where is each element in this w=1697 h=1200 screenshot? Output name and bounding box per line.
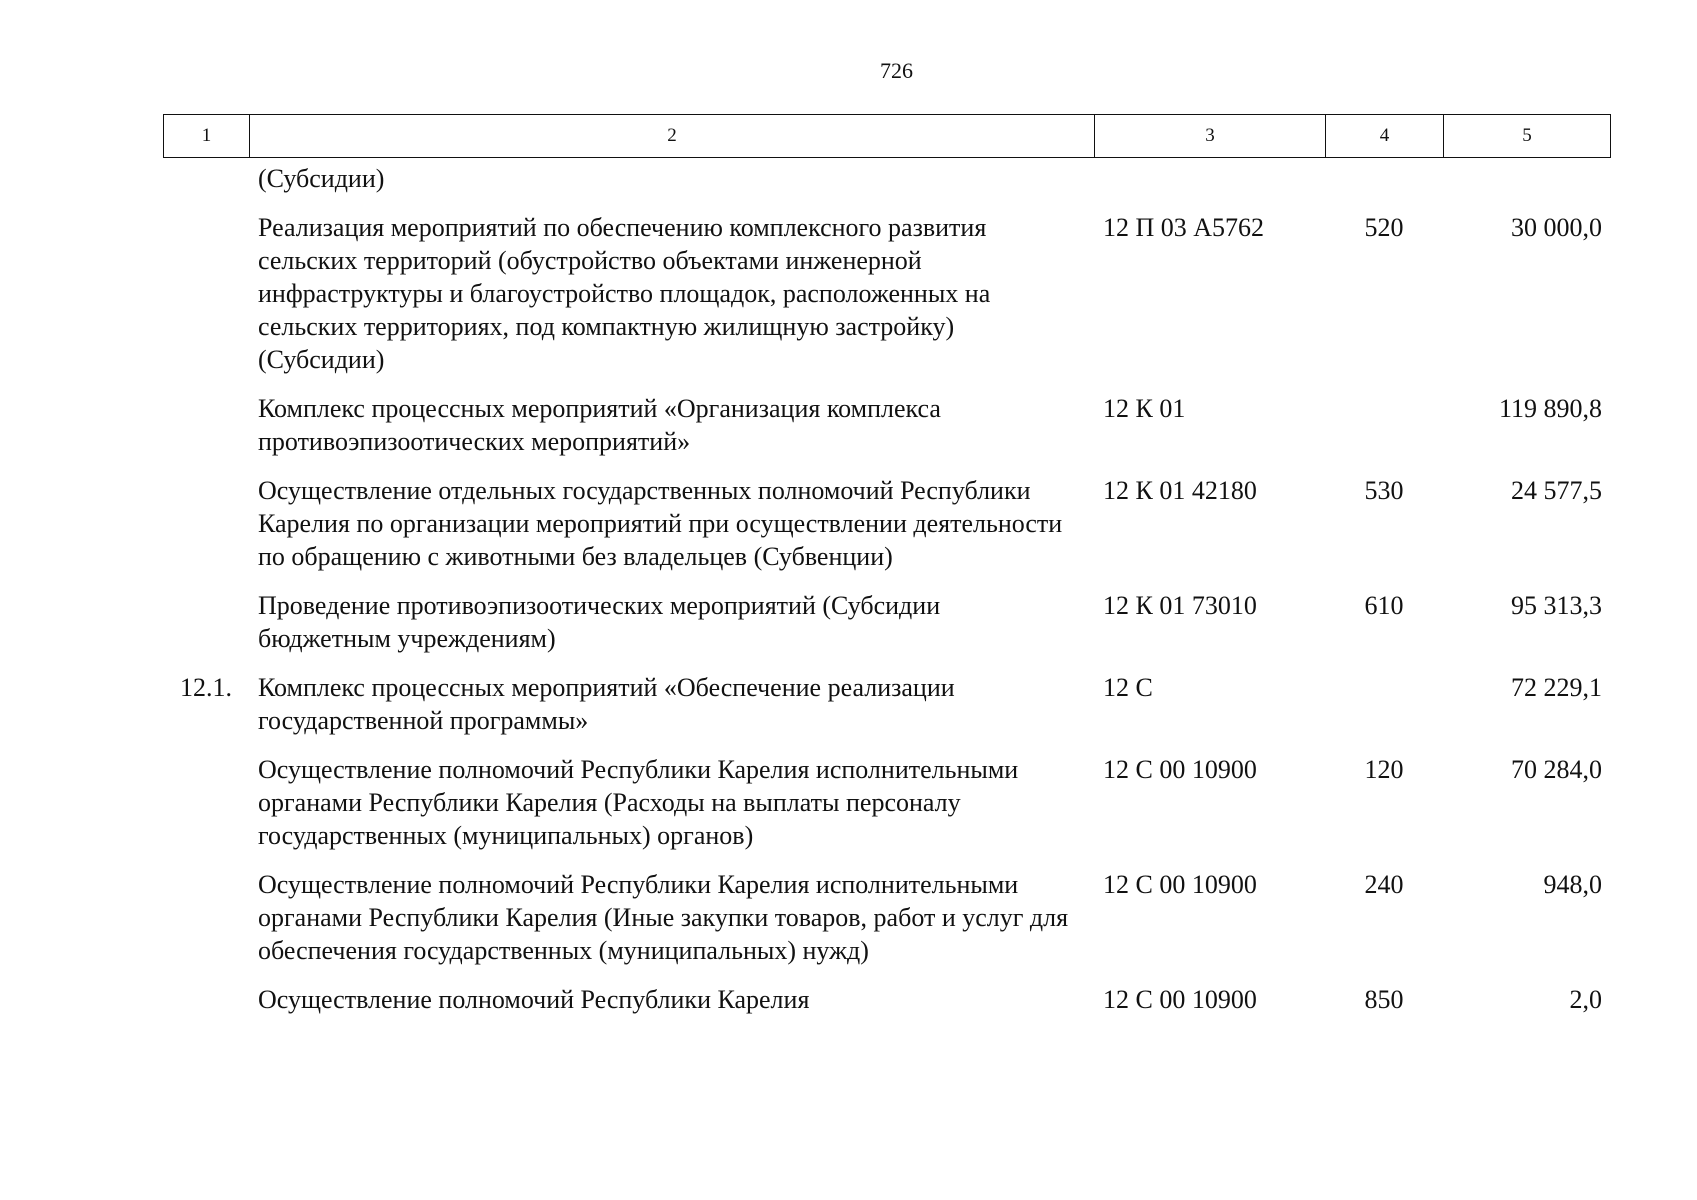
row-code	[1094, 162, 1325, 211]
table-row	[163, 753, 1610, 868]
row-expense-type	[1325, 392, 1443, 474]
column-header-2: 2	[250, 115, 1095, 158]
row-expense-type: 610	[1364, 591, 1404, 620]
row-number	[163, 983, 249, 1032]
table-row	[163, 671, 1610, 753]
budget-table	[163, 162, 1610, 1032]
row-expense-type: 530	[1364, 476, 1404, 505]
row-name: Осуществление полномочий Республики Карелия исполнительными органами Республики Карелия (Расходы на выплаты персоналу государственных (муниципальных) органов)	[258, 755, 1019, 850]
row-amount: 119 890,8	[1498, 394, 1602, 423]
row-name: (Субсидии)	[258, 164, 385, 193]
row-name: Проведение противоэпизоотических мероприятий (Субсидии бюджетным учреждениям)	[258, 591, 941, 653]
column-header-table	[163, 114, 1611, 158]
table-row	[163, 211, 1610, 392]
row-amount	[1443, 162, 1610, 211]
row-name: Комплекс процессных мероприятий «Обеспечение реализации государственной программы»	[258, 673, 955, 735]
row-name: Комплекс процессных мероприятий «Организация комплекса противоэпизоотических мероприятий»	[258, 394, 941, 456]
row-number: 12.1.	[180, 673, 232, 702]
row-name: Осуществление полномочий Республики Карелия исполнительными органами Республики Карелия (Иные закупки товаров, работ и услуг для обеспечения государственных (муниципальных) нужд)	[258, 870, 1069, 965]
page-number: 726	[880, 58, 913, 83]
table-row	[163, 474, 1610, 589]
row-amount: 70 284,0	[1511, 755, 1602, 784]
row-code: 12 С 00 10900	[1103, 870, 1257, 899]
column-header-5: 5	[1444, 115, 1611, 158]
row-amount: 948,0	[1543, 870, 1602, 899]
row-expense-type: 520	[1364, 213, 1404, 242]
column-header-3: 3	[1095, 115, 1326, 158]
row-code: 12 С 00 10900	[1103, 755, 1257, 784]
row-number	[163, 211, 249, 392]
row-amount: 24 577,5	[1511, 476, 1602, 505]
column-header-1: 1	[164, 115, 250, 158]
table-row	[163, 392, 1610, 474]
row-number	[163, 392, 249, 474]
row-name: Осуществление отдельных государственных полномочий Республики Карелия по организации мероприятий при осуществлении деятельности по обращению с животными без владельцев (Субвенции)	[258, 476, 1063, 571]
row-code: 12 К 01 42180	[1103, 476, 1257, 505]
row-name: Реализация мероприятий по обеспечению комплексного развития сельских территорий (обустройство объектами инженерной инфраструктуры и благоустройство площадок, расположенных на сельских территориях, под компактную жилищную застройку) (Субсидии)	[258, 213, 991, 374]
table-row	[163, 589, 1610, 671]
row-amount: 95 313,3	[1511, 591, 1602, 620]
row-code: 12 С	[1103, 673, 1153, 702]
column-header-row	[164, 115, 1611, 158]
row-expense-type: 120	[1364, 755, 1404, 784]
row-amount: 72 229,1	[1511, 673, 1602, 702]
table-row	[163, 868, 1610, 983]
row-expense-type: 850	[1364, 985, 1404, 1014]
column-header-4: 4	[1326, 115, 1444, 158]
row-number	[163, 753, 249, 868]
table-row	[163, 983, 1610, 1032]
row-code: 12 П 03 А5762	[1103, 213, 1265, 242]
table-row	[163, 162, 1610, 211]
row-expense-type: 240	[1364, 870, 1404, 899]
row-code: 12 К 01 73010	[1103, 591, 1257, 620]
row-number	[163, 162, 249, 211]
row-code: 12 С 00 10900	[1103, 985, 1257, 1014]
row-number	[163, 868, 249, 983]
row-name: Осуществление полномочий Республики Карелия	[258, 985, 810, 1014]
row-amount: 2,0	[1569, 985, 1602, 1014]
row-number	[163, 474, 249, 589]
row-expense-type	[1325, 162, 1443, 211]
row-number	[163, 589, 249, 671]
row-expense-type	[1325, 671, 1443, 753]
row-code: 12 К 01	[1103, 394, 1186, 423]
row-amount: 30 000,0	[1511, 213, 1602, 242]
